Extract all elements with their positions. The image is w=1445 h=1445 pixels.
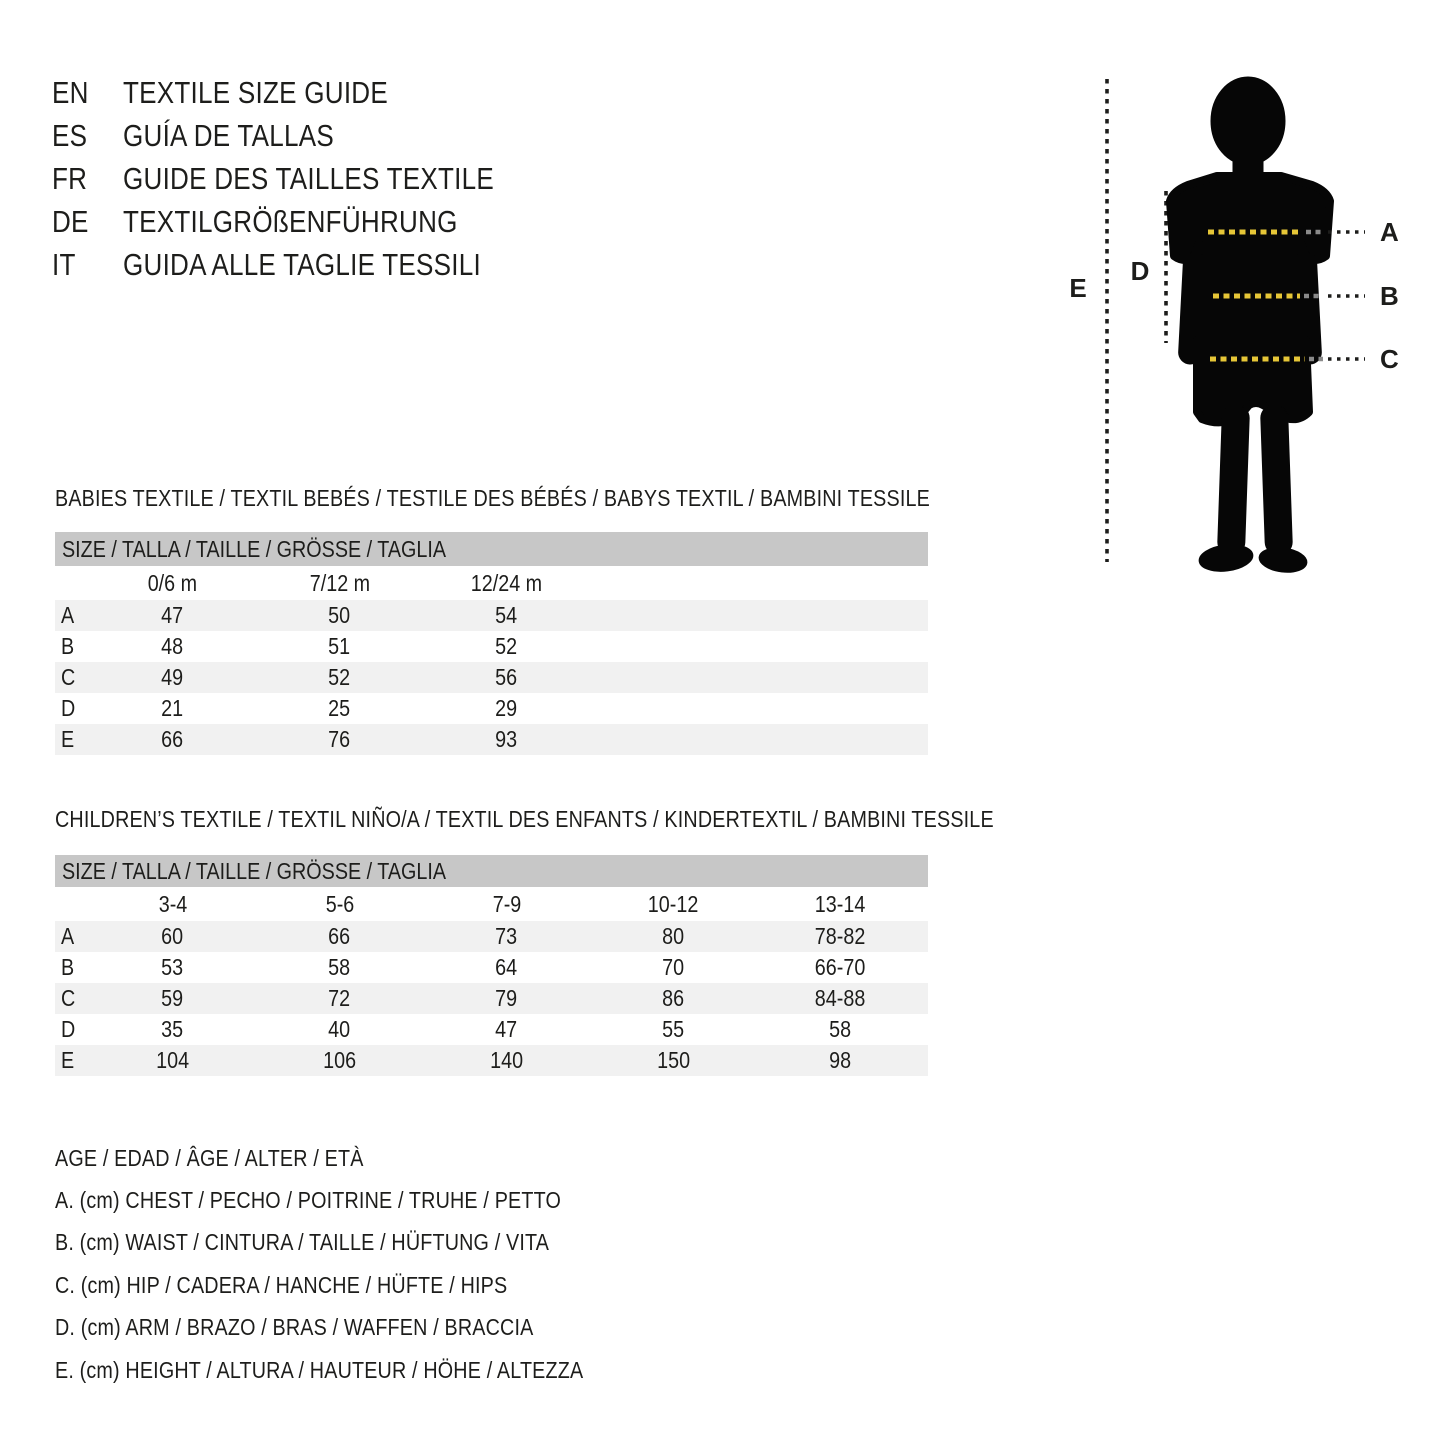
children-colhead-1 <box>256 891 423 918</box>
measurement-figure <box>1050 60 1445 580</box>
legend-age-text: AGE / EDAD / ÂGE / ALTER / ETÀ <box>55 1144 364 1171</box>
table-cell <box>89 633 256 660</box>
table-cell <box>89 602 256 629</box>
table-cell <box>256 985 423 1012</box>
table-row <box>55 662 928 693</box>
cell-text: 150 <box>657 1047 690 1073</box>
babies-colhead-2-text: 12/24 m <box>470 569 543 596</box>
row-label <box>55 633 89 660</box>
lang-title-it <box>123 247 565 283</box>
table-cell <box>256 664 423 691</box>
legend-chest-text: A. (cm) CHEST / PECHO / POITRINE / TRUHE / PETTO <box>55 1187 562 1214</box>
table-cell <box>89 923 256 950</box>
table-cell <box>423 695 590 722</box>
babies-table <box>55 532 928 755</box>
children-colhead-3 <box>590 891 757 918</box>
table-cell <box>423 602 590 629</box>
cell-text: 21 <box>161 695 184 721</box>
legend-waist-text: B. (cm) WAIST / CINTURA / TAILLE / HÜFTUNG / VITA <box>55 1229 550 1256</box>
cell-text: 47 <box>161 602 184 628</box>
cell-text: 66 <box>328 923 351 949</box>
lang-title-it-text: GUIDA ALLE TAGLIE TESSILI <box>123 246 482 282</box>
table-cell <box>423 923 590 950</box>
table-cell <box>590 1016 757 1043</box>
table-row <box>55 631 928 662</box>
babies-section-title <box>55 485 1097 512</box>
table-cell <box>757 923 924 950</box>
table-cell <box>423 954 590 981</box>
table-cell <box>590 1047 757 1074</box>
cell-text: 52 <box>328 664 351 690</box>
table-cell <box>590 923 757 950</box>
legend-hip <box>55 1264 684 1306</box>
title-row-de <box>52 200 565 243</box>
title-row-it <box>52 243 565 286</box>
row-label <box>55 695 89 722</box>
silhouette-shorts <box>1197 340 1309 422</box>
cell-text: 60 <box>161 923 184 949</box>
cell-text: 54 <box>495 602 518 628</box>
table-cell <box>89 985 256 1012</box>
lang-title-es-text: GUÍA DE TALLAS <box>123 117 334 153</box>
table-cell <box>423 1047 590 1074</box>
cell-text: 35 <box>161 1016 184 1042</box>
row-label-text: A <box>61 923 75 949</box>
lang-title-en-text: TEXTILE SIZE GUIDE <box>123 74 388 110</box>
table-cell <box>89 726 256 753</box>
table-cell <box>89 1047 256 1074</box>
silhouette-right-leg <box>1260 405 1292 556</box>
table-cell <box>89 695 256 722</box>
table-cell <box>256 695 423 722</box>
silhouette-left-shoe <box>1198 542 1255 574</box>
row-label-text: E <box>61 1047 75 1073</box>
title-row-fr <box>52 157 565 200</box>
row-label-text: E <box>61 726 75 752</box>
legend-age <box>55 1137 684 1179</box>
table-cell <box>757 1047 924 1074</box>
table-row <box>55 1045 928 1076</box>
table-cell <box>423 633 590 660</box>
children-colhead-4 <box>757 891 924 918</box>
cell-text: 58 <box>829 1016 852 1042</box>
table-cell <box>423 985 590 1012</box>
table-cell <box>256 633 423 660</box>
babies-size-header-bar <box>55 532 928 566</box>
cell-text: 78-82 <box>815 923 866 949</box>
babies-section-title-text: BABIES TEXTILE / TEXTIL BEBÉS / TESTILE DES BÉBÉS / BABYS TEXTIL / BAMBINI TESSILE <box>55 485 930 511</box>
lang-code-es-text: ES <box>52 117 88 153</box>
row-label <box>55 1016 89 1043</box>
silhouette-left-leg <box>1217 405 1249 556</box>
table-cell <box>256 923 423 950</box>
label-arm-D: D <box>1130 256 1150 286</box>
cell-text: 52 <box>495 633 518 659</box>
legend-chest <box>55 1179 684 1221</box>
cell-text: 73 <box>495 923 518 949</box>
cell-text: 72 <box>328 985 351 1011</box>
table-cell <box>89 1016 256 1043</box>
table-row <box>55 724 928 755</box>
cell-text: 66 <box>161 726 184 752</box>
title-row-es <box>52 114 565 157</box>
table-cell <box>256 1016 423 1043</box>
cell-text: 76 <box>328 726 351 752</box>
cell-text: 58 <box>328 954 351 980</box>
row-label-text: A <box>61 602 75 628</box>
measurement-legend <box>55 1137 684 1391</box>
cell-text: 84-88 <box>815 985 866 1011</box>
children-section-title <box>55 806 1173 833</box>
children-colhead-1-text: 5-6 <box>325 890 354 917</box>
silhouette-right-shoe <box>1258 545 1309 575</box>
legend-arm <box>55 1307 684 1349</box>
lang-code-en <box>52 75 123 111</box>
table-cell <box>757 954 924 981</box>
cell-text: 25 <box>328 695 351 721</box>
legend-height-text: E. (cm) HEIGHT / ALTURA / HAUTEUR / HÖHE / ALTEZZA <box>55 1356 584 1383</box>
lang-title-de <box>123 204 565 240</box>
cell-text: 59 <box>161 985 184 1011</box>
babies-colhead-2 <box>423 570 590 597</box>
cell-text: 47 <box>495 1016 518 1042</box>
table-row <box>55 600 928 631</box>
cell-text: 40 <box>328 1016 351 1042</box>
babies-colhead-0-text: 0/6 m <box>147 569 198 596</box>
table-cell <box>757 1016 924 1043</box>
cell-text: 49 <box>161 664 184 690</box>
cell-text: 53 <box>161 954 184 980</box>
row-label <box>55 1047 89 1074</box>
table-cell <box>590 985 757 1012</box>
lang-title-fr <box>123 161 565 197</box>
row-label-text: B <box>61 633 75 659</box>
children-colhead-0 <box>89 891 256 918</box>
cell-text: 80 <box>662 923 685 949</box>
lang-code-es <box>52 118 123 154</box>
table-row <box>55 693 928 724</box>
table-row <box>55 921 928 952</box>
table-row <box>55 952 928 983</box>
table-cell <box>423 1016 590 1043</box>
table-cell <box>423 664 590 691</box>
children-column-header-row <box>55 887 928 921</box>
row-label <box>55 954 89 981</box>
label-waist-B: B <box>1380 281 1399 311</box>
row-label-text: C <box>61 985 76 1011</box>
child-silhouette <box>1170 77 1330 575</box>
table-cell <box>256 1047 423 1074</box>
table-cell <box>89 954 256 981</box>
lang-title-es <box>123 118 565 154</box>
lang-code-de-text: DE <box>52 203 89 239</box>
label-chest-A: A <box>1380 217 1399 247</box>
babies-colhead-1 <box>256 570 423 597</box>
table-cell <box>423 726 590 753</box>
table-cell <box>256 726 423 753</box>
children-table <box>55 855 928 1076</box>
babies-colhead-0 <box>89 570 256 597</box>
children-colhead-0-text: 3-4 <box>158 890 187 917</box>
lang-title-en <box>123 75 565 111</box>
row-label <box>55 726 89 753</box>
title-row-en <box>52 71 565 114</box>
label-hip-C: C <box>1380 344 1399 374</box>
legend-arm-text: D. (cm) ARM / BRAZO / BRAS / WAFFEN / BRACCIA <box>55 1314 534 1341</box>
babies-column-header-row <box>55 566 928 600</box>
children-colhead-4-text: 13-14 <box>815 890 866 917</box>
children-colhead-2-text: 7-9 <box>492 890 521 917</box>
label-height-E: E <box>1069 273 1087 303</box>
cell-text: 106 <box>323 1047 356 1073</box>
legend-hip-text: C. (cm) HIP / CADERA / HANCHE / HÜFTE / HIPS <box>55 1271 508 1298</box>
cell-text: 48 <box>161 633 184 659</box>
children-colhead-2 <box>423 891 590 918</box>
cell-text: 50 <box>328 602 351 628</box>
cell-text: 104 <box>156 1047 189 1073</box>
children-size-header-bar <box>55 855 928 887</box>
table-cell <box>757 985 924 1012</box>
lang-code-it <box>52 247 123 283</box>
babies-size-header-text: SIZE / TALLA / TAILLE / GRÖSSE / TAGLIA <box>62 535 446 562</box>
children-section-title-text: CHILDREN’S TEXTILE / TEXTIL NIÑO/A / TEXTIL DES ENFANTS / KINDERTEXTIL / BAMBINI TESSILE <box>55 806 994 832</box>
cell-text: 93 <box>495 726 518 752</box>
children-size-header-text: SIZE / TALLA / TAILLE / GRÖSSE / TAGLIA <box>62 857 446 884</box>
row-label-text: B <box>61 954 75 980</box>
row-label <box>55 923 89 950</box>
lang-code-de <box>52 204 123 240</box>
table-row <box>55 983 928 1014</box>
cell-text: 29 <box>495 695 518 721</box>
lang-code-fr <box>52 161 123 197</box>
row-label <box>55 602 89 629</box>
cell-text: 66-70 <box>815 954 866 980</box>
legend-waist <box>55 1222 684 1264</box>
table-cell <box>256 602 423 629</box>
cell-text: 70 <box>662 954 685 980</box>
cell-text: 56 <box>495 664 518 690</box>
cell-text: 79 <box>495 985 518 1011</box>
cell-text: 86 <box>662 985 685 1011</box>
lang-title-de-text: TEXTILGRÖßENFÜHRUNG <box>123 203 458 239</box>
cell-text: 140 <box>490 1047 523 1073</box>
table-cell <box>590 954 757 981</box>
title-language-block <box>52 71 565 286</box>
cell-text: 64 <box>495 954 518 980</box>
table-row <box>55 1014 928 1045</box>
cell-text: 51 <box>328 633 351 659</box>
lang-title-fr-text: GUIDE DES TAILLES TEXTILE <box>123 160 494 196</box>
row-label <box>55 664 89 691</box>
lang-code-fr-text: FR <box>52 160 88 196</box>
table-cell <box>89 664 256 691</box>
lang-code-it-text: IT <box>52 246 76 282</box>
row-label-text: D <box>61 695 76 721</box>
row-label-text: D <box>61 1016 76 1042</box>
cell-text: 98 <box>829 1047 852 1073</box>
table-cell <box>256 954 423 981</box>
row-label <box>55 985 89 1012</box>
children-colhead-3-text: 10-12 <box>648 890 699 917</box>
lang-code-en-text: EN <box>52 74 89 110</box>
row-label-text: C <box>61 664 76 690</box>
cell-text: 55 <box>662 1016 685 1042</box>
babies-colhead-1-text: 7/12 m <box>309 569 370 596</box>
legend-height <box>55 1349 684 1391</box>
